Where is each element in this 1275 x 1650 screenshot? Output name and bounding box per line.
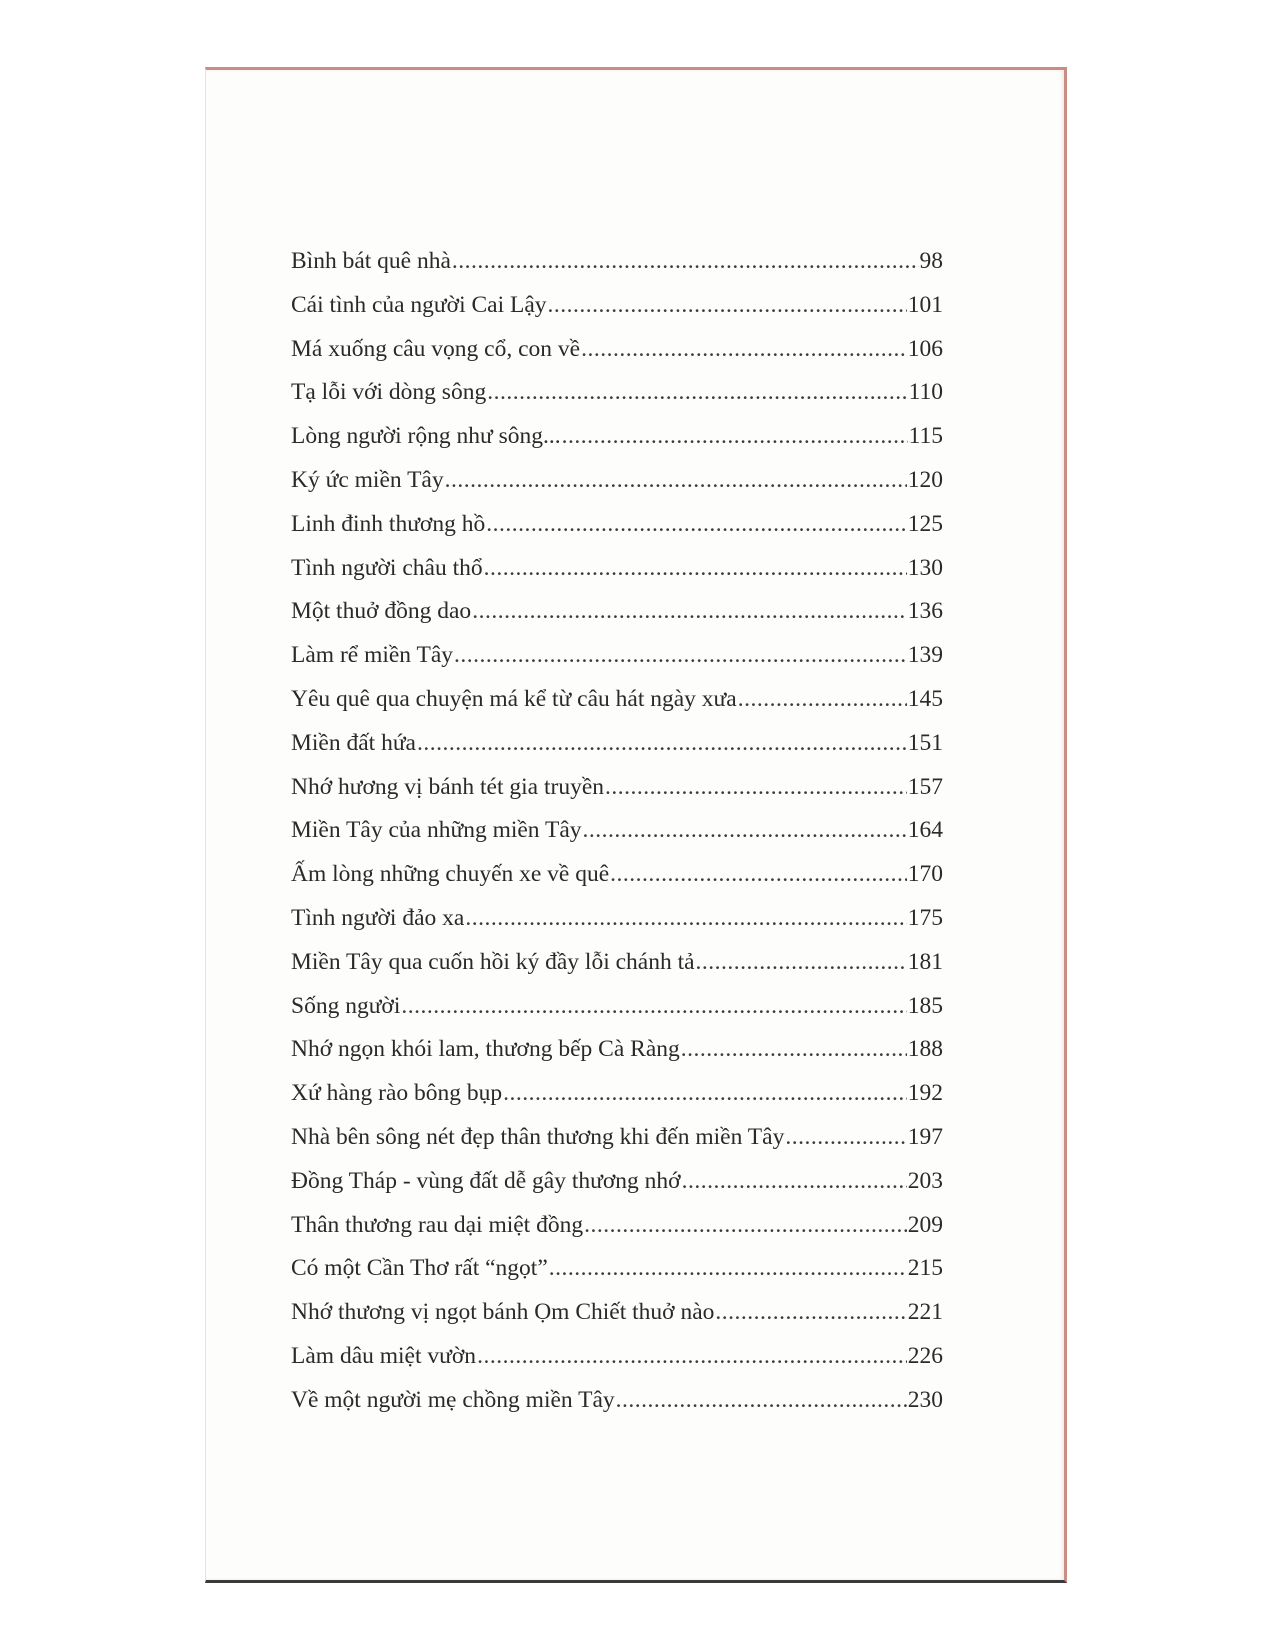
toc-entry-page-number: 209	[907, 1211, 943, 1238]
dot-leader	[785, 1124, 906, 1151]
toc-entry-title: Xứ hàng rào bông bụp	[291, 1080, 503, 1107]
dot-leader	[417, 730, 907, 757]
dot-leader	[738, 686, 907, 713]
dot-leader	[562, 423, 908, 450]
dot-leader	[484, 555, 907, 582]
dot-leader	[486, 511, 907, 538]
dot-leader	[487, 379, 907, 406]
toc-entry-page-number: 192	[907, 1080, 943, 1107]
toc-entry	[291, 1036, 943, 1080]
toc-entry	[291, 642, 943, 686]
dot-leader	[696, 949, 907, 976]
toc-entry	[291, 1212, 943, 1256]
toc-entry-page-number: 120	[907, 466, 943, 493]
dot-leader	[472, 598, 907, 625]
toc-entry	[291, 423, 943, 467]
toc-entry-title: Bình bát quê nhà	[291, 248, 451, 274]
toc-entry-page-number: 110	[908, 379, 943, 406]
dot-leader	[682, 1168, 907, 1195]
toc-entry	[291, 730, 943, 774]
dot-leader	[581, 336, 907, 363]
toc-entry-title: Sống người	[291, 992, 401, 1019]
toc-entry-page-number: 125	[907, 510, 943, 537]
dot-leader	[477, 1343, 907, 1370]
dot-leader	[605, 774, 907, 801]
toc-entry-title: Miền đất hứa	[291, 729, 416, 756]
dot-leader	[616, 1387, 907, 1414]
toc-entry	[291, 774, 943, 818]
toc-entry	[291, 598, 943, 642]
toc-entry-page-number: 215	[907, 1255, 943, 1282]
toc-entry-page-number: 106	[907, 335, 943, 362]
dot-leader	[681, 1036, 907, 1063]
toc-entry-title: Miền Tây qua cuốn hồi ký đầy lỗi chánh tả	[291, 948, 695, 975]
toc-entry-page-number: 164	[907, 817, 943, 844]
dot-leader	[583, 817, 907, 844]
toc-entry-title: Miền Tây của những miền Tây	[291, 817, 582, 844]
toc-entry-title: Nhà bên sông nét đẹp thân thương khi đến miền Tây	[291, 1123, 785, 1150]
toc-entry-title: Làm dâu miệt vườn	[291, 1342, 477, 1369]
toc-entry	[291, 817, 943, 861]
toc-entry	[291, 511, 943, 555]
toc-entry-page-number: 145	[907, 685, 943, 712]
toc-entry	[291, 379, 943, 423]
toc-entry-page-number: 115	[908, 423, 943, 450]
toc-entry-page-number: 197	[907, 1123, 943, 1150]
dot-leader	[454, 642, 907, 669]
toc-entry	[291, 1080, 943, 1124]
toc-entry-page-number: 130	[907, 554, 943, 581]
toc-entry	[291, 905, 943, 949]
toc-entry-page-number: 181	[907, 948, 943, 975]
toc-entry-page-number: 170	[907, 861, 943, 888]
toc-entry-title: Đồng Tháp - vùng đất dễ gây thương nhớ	[291, 1167, 681, 1194]
toc-entry-title: Có một Cần Thơ rất “ngọt”	[291, 1255, 548, 1282]
toc-entry-title: Nhớ hương vị bánh tét gia truyền	[291, 773, 605, 800]
dot-leader	[445, 467, 907, 494]
toc-entry	[291, 1299, 943, 1343]
toc-entry-title: Má xuống câu vọng cổ, con về	[291, 335, 581, 362]
toc-entry-title: Nhớ ngọn khói lam, thương bếp Cà Ràng	[291, 1036, 680, 1063]
book-page	[205, 67, 1067, 1583]
toc-entry-page-number: 98	[919, 248, 943, 274]
toc-entry-title: Lòng người rộng như sông...	[291, 423, 561, 450]
toc-entry	[291, 861, 943, 905]
toc-entry-title: Yêu quê qua chuyện má kể từ câu hát ngày xưa	[291, 685, 737, 712]
dot-leader	[584, 1212, 907, 1239]
toc-entry-page-number: 221	[907, 1299, 943, 1326]
dot-leader	[452, 248, 919, 275]
toc-entry-title: Thân thương rau dại miệt đồng	[291, 1211, 584, 1238]
dot-leader	[549, 1255, 907, 1282]
toc-entry-page-number: 230	[907, 1386, 943, 1413]
toc-entry	[291, 1255, 943, 1299]
toc-entry-page-number: 203	[907, 1167, 943, 1194]
toc-entry-title: Ký ức miền Tây	[291, 466, 444, 493]
toc-entry-title: Tình người châu thổ	[291, 554, 483, 581]
dot-leader	[465, 905, 906, 932]
dot-leader	[548, 292, 907, 319]
dot-leader	[715, 1299, 906, 1326]
toc-entry-title: Nhớ thương vị ngọt bánh Ọm Chiết thuở nào	[291, 1299, 715, 1326]
toc-entry	[291, 248, 943, 292]
toc-entry	[291, 467, 943, 511]
toc-entry-title: Linh đinh thương hồ	[291, 510, 486, 537]
toc-entry	[291, 292, 943, 336]
toc-entry-page-number: 175	[907, 904, 943, 931]
toc-entry-title: Ấm lòng những chuyến xe về quê	[291, 861, 610, 888]
dot-leader	[401, 993, 906, 1020]
table-of-contents	[291, 248, 943, 1431]
toc-entry-page-number: 136	[907, 598, 943, 625]
dot-leader	[503, 1080, 907, 1107]
toc-entry-page-number: 151	[907, 729, 943, 756]
toc-entry	[291, 555, 943, 599]
toc-entry-page-number: 139	[907, 642, 943, 669]
toc-entry	[291, 949, 943, 993]
toc-entry-page-number: 226	[907, 1342, 943, 1369]
toc-entry	[291, 336, 943, 380]
toc-entry-title: Làm rể miền Tây	[291, 642, 454, 669]
toc-entry-page-number: 101	[907, 291, 943, 318]
toc-entry-page-number: 188	[907, 1036, 943, 1063]
toc-entry-title: Một thuở đồng dao	[291, 598, 472, 625]
toc-entry	[291, 993, 943, 1037]
toc-entry	[291, 1124, 943, 1168]
toc-entry-title: Tình người đảo xa	[291, 904, 465, 931]
toc-entry	[291, 1343, 943, 1387]
dot-leader	[610, 861, 907, 888]
toc-entry-title: Về một người mẹ chồng miền Tây	[291, 1386, 615, 1413]
toc-entry-page-number: 157	[907, 773, 943, 800]
toc-entry-title: Tạ lỗi với dòng sông	[291, 379, 487, 406]
toc-entry	[291, 686, 943, 730]
toc-entry-page-number: 185	[907, 992, 943, 1019]
toc-entry	[291, 1387, 943, 1431]
toc-entry	[291, 1168, 943, 1212]
toc-entry-title: Cái tình của người Cai Lậy	[291, 291, 547, 318]
